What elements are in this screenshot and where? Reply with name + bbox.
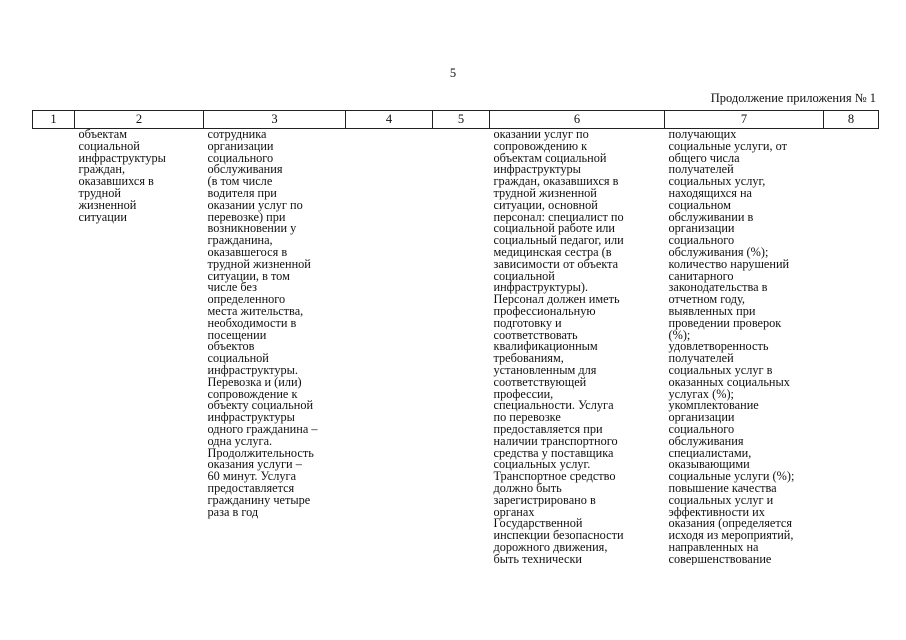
column-header-3: 3 (204, 111, 346, 129)
cell-col-8 (824, 129, 879, 566)
cell-service-conditions: оказании услуг по сопровождению к объектам социальной инфраструктуры граждан, оказавшихся в трудной жизненной ситуации, основной персонал: специалист по социальной работе или социальный педагог, или медицинская сестра (в зависимости от объекта социальной инфраструктуры). Персонал должен иметь профессиональную подготовку и соответствовать квалификационным требованиям, установленным для соответствующей профессии, специальности. Услуга по перевозке предоставляется при наличии транспортного средства у поставщика социальных услуг. Транспортное средство должно быть зарегистрировано в органах Государственной инспекции безопасности дорожного движения, быть технически (493, 128, 624, 566)
services-table (32, 110, 879, 565)
table-row (33, 129, 879, 566)
column-number-row (33, 111, 879, 129)
column-header-5: 5 (433, 111, 490, 129)
column-header-2: 2 (75, 111, 204, 129)
column-header-8: 8 (824, 111, 879, 129)
cell-col-5 (433, 129, 490, 566)
page-number: 5 (449, 66, 457, 80)
cell-service-description: сотрудника организации социального обслуживания (в том числе водителя при оказании услуг по перевозке) при возникновении у гражданина, оказавшегося в трудной жизненной ситуации, в том числе без определенного места жительства, необходимости в посещении объектов социальной инфраструктуры. Перевозка и (или) сопровождение к объекту социальной инфраструктуры одного гражданина – одна услуга. Продолжительность оказания услуги – 60 минут. Услуга предоставляется гражданину четыре раза в год (207, 128, 318, 519)
continuation-caption: Продолжение приложения № 1 (710, 91, 876, 105)
column-header-7: 7 (665, 111, 824, 129)
cell-service-name: объектам социальной инфраструктуры граждан, оказавшихся в трудной жизненной ситуации (78, 128, 166, 224)
column-header-6: 6 (490, 111, 665, 129)
cell-quality-indicators: получающих социальные услуги, от общего числа получателей социальных услуг, находящихся на социальном обслуживании в организации социального обслуживания (%); количество нарушений санитарного законодательства в отчетном году, выявленных при проведении проверок (%); удовлетворенность получателей социальных услуг в оказанных социальных услугах (%); укомплектование организации социального обслуживания специалистами, оказывающими социальные услуги (%); повышение качества социальных услуг и эффективности их оказания (определяется исходя из мероприятий, направленных на совершенствование (668, 128, 795, 566)
cell-col-1 (33, 129, 75, 566)
cell-col-4 (346, 129, 433, 566)
column-header-1: 1 (33, 111, 75, 129)
column-header-4: 4 (346, 111, 433, 129)
